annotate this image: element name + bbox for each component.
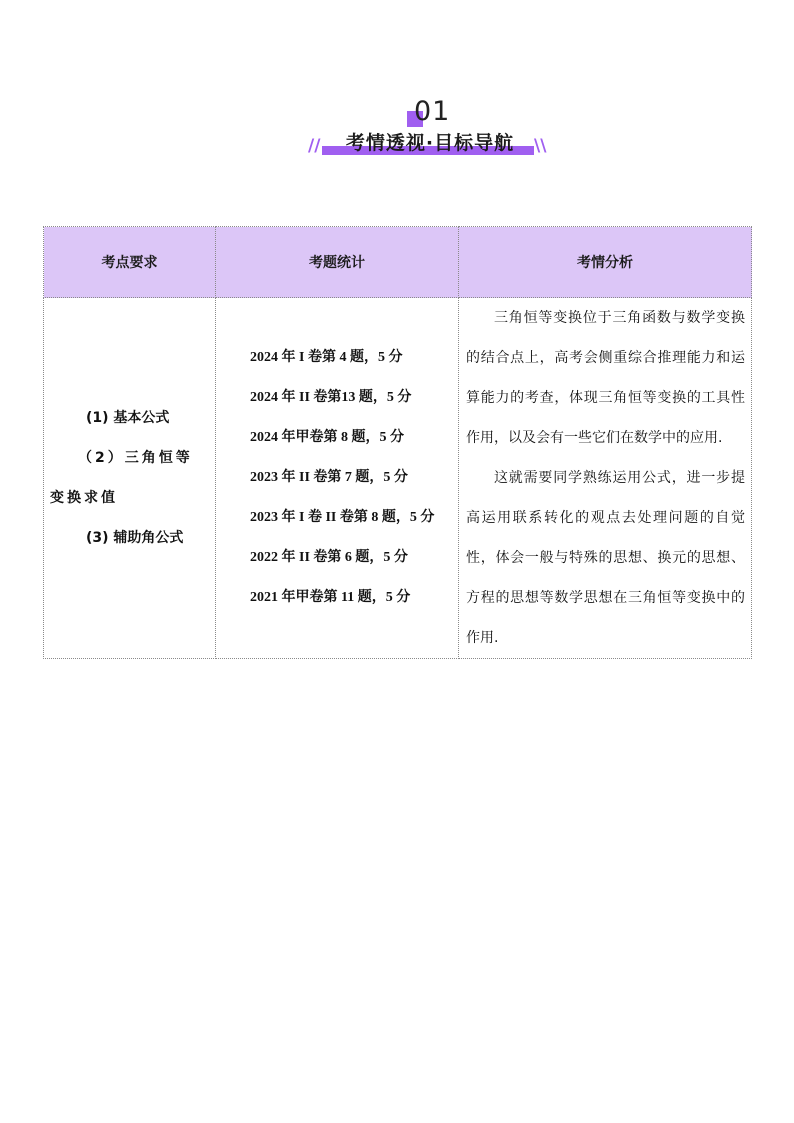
section-title: 考情透视·目标导航 (345, 132, 515, 154)
header-analysis: 考情分析 (459, 227, 752, 298)
stat-item: 2022 年 II 卷第 6 题，5 分 (250, 550, 408, 565)
section-number-text: 01 (414, 96, 451, 127)
header-requirements: 考点要求 (44, 227, 216, 298)
requirements-cell (44, 298, 216, 659)
title-slash-right: \\ (534, 136, 547, 156)
analysis-paragraph: 这就需要同学熟练运用公式，进一步提高运用联系转化的观点去处理问题的自觉性，体会一般与特殊的思想、换元的思想、方程的思想等数学思想在三角恒等变换中的作用. (466, 470, 745, 646)
section-title-banner (308, 130, 548, 160)
table-row (44, 298, 752, 659)
stat-item: 2024 年甲卷第 8 题，5 分 (250, 430, 404, 445)
header-statistics: 考题统计 (216, 227, 459, 298)
stat-item: 2023 年 II 卷第 7 题，5 分 (250, 470, 408, 485)
table-header-row (44, 227, 752, 298)
analysis-cell (459, 298, 752, 659)
stat-item: 2024 年 I 卷第 4 题，5 分 (250, 350, 403, 365)
analysis-paragraph: 三角恒等变换位于三角函数与数学变换的结合点上，高考会侧重综合推理能力和运算能力的考查，体现三角恒等变换的工具性作用，以及会有一些它们在数学中的应用. (466, 310, 745, 446)
requirement-item: （2）三角恒等变换求值 (50, 450, 193, 506)
requirement-item: (1) 基本公式 (86, 410, 170, 426)
stat-item: 2023 年 I 卷 II 卷第 8 题，5 分 (250, 510, 435, 525)
statistics-cell (216, 298, 459, 659)
exam-overview-table (43, 226, 752, 659)
requirement-item: (3) 辅助角公式 (86, 530, 184, 546)
section-header (0, 92, 794, 162)
stat-item: 2021 年甲卷第 11 题，5 分 (250, 590, 411, 605)
section-number (405, 97, 455, 131)
title-slash-left: // (308, 136, 321, 156)
stat-item: 2024 年 II 卷第13 题，5 分 (250, 390, 412, 405)
